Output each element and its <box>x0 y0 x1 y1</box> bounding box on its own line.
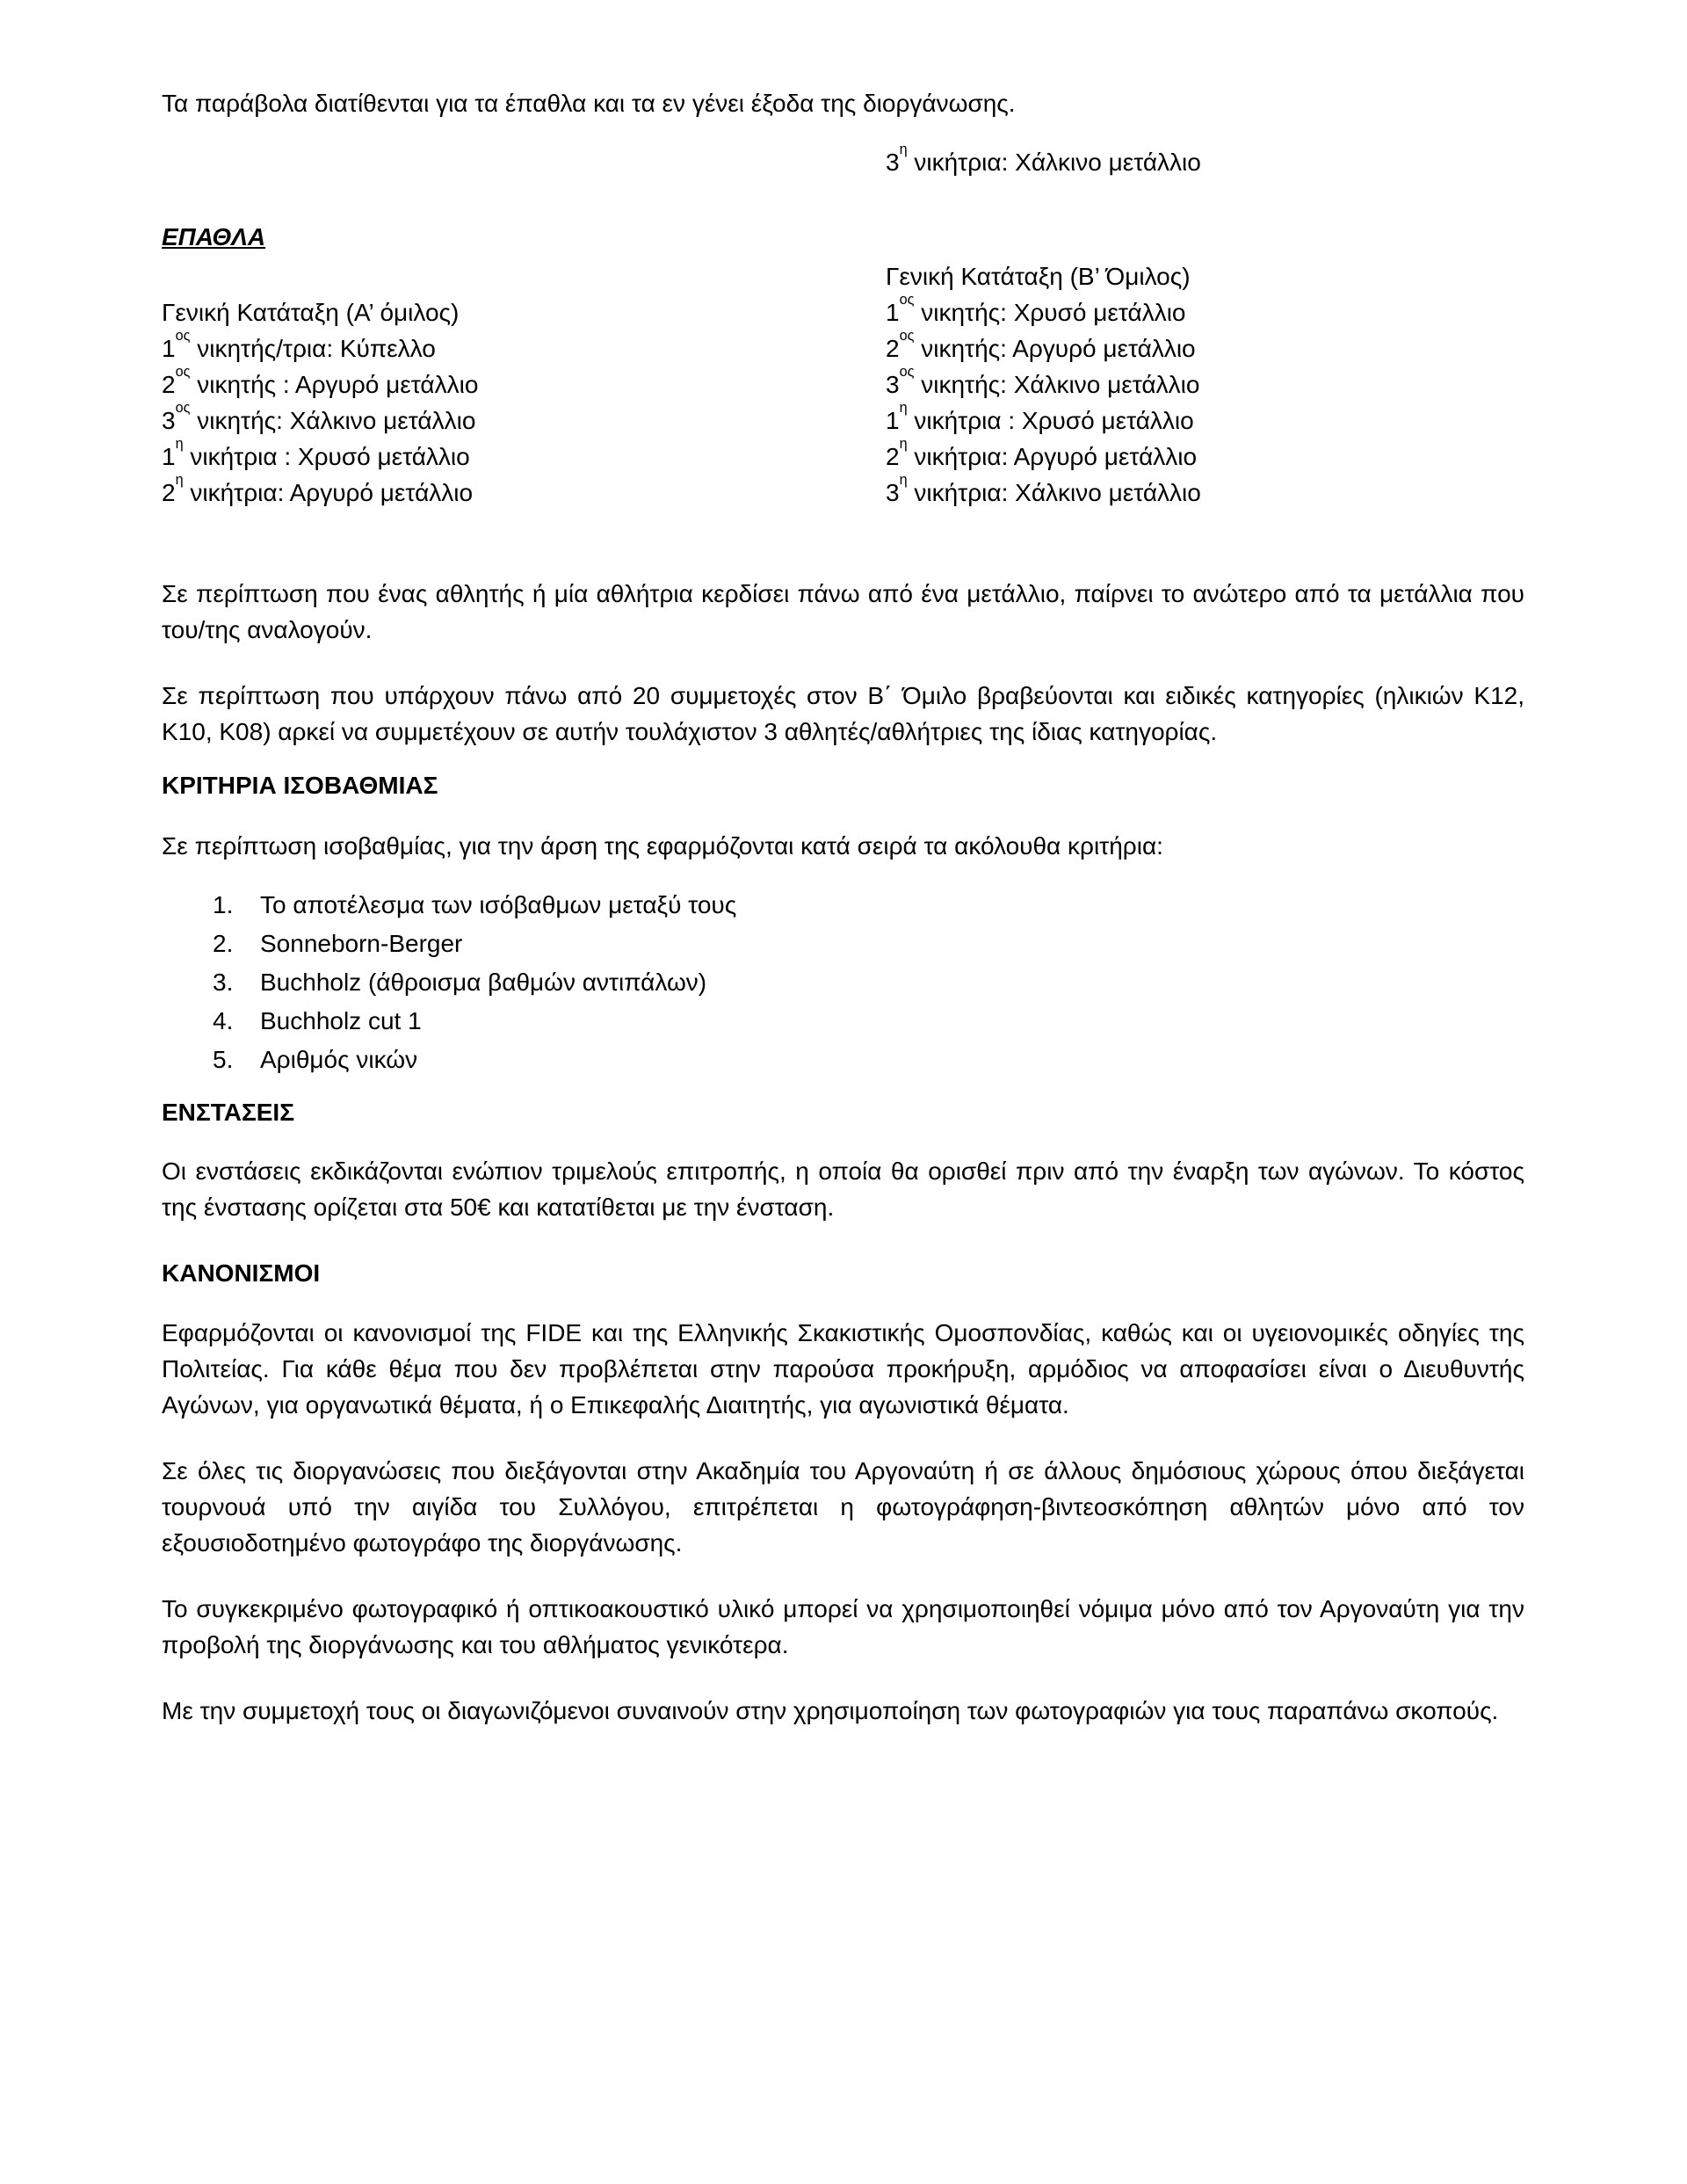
list-item-text: Αριθμός νικών <box>260 1046 418 1073</box>
rules-paragraph-1: Εφαρμόζονται οι κανονισμοί της FIDE και της Ελληνικής Σκακιστικής Ομοσπονδίας, καθώς και οι υγειονομικές οδηγίες της Πολιτείας. Για κάθε θέμα που δεν προβλέπεται στην παρούσα προκήρυξη, αρμόδιος να αποφασίσει είναι ο Διευθυντής Αγώνων, για οργανωτικά θέματα, ή ο Επικεφαλής Διαιτητής, για αγωνιστικά θέματα. <box>162 1319 1524 1419</box>
list-item-number: 3. <box>213 969 234 996</box>
awards-column-b-header: Γενική Κατάταξη (Β’ Όμιλος) <box>886 263 1191 290</box>
rules-paragraph-2: Σε όλες τις διοργανώσεις που διεξάγονται στην Ακαδημία του Αργοναύτη ή σε άλλους δημόσιους χώρους όπου διεξάγεται τουρνουά υπό την αιγίδα του Συλλόγου, επιτρέπεται η φωτογράφηση-βιντεοσκόπηση αθλητών μόνο από τον εξουσιοδοτημένο φωτογράφο της διοργάνωσης. <box>162 1457 1524 1556</box>
award-text: νικητής: Χάλκινο μετάλλιο <box>914 371 1200 398</box>
award-text: νικητής/τρια: Κύπελλο <box>190 335 436 362</box>
award-line <box>886 291 1524 330</box>
rules-paragraph-4: Με την συμμετοχή τους οι διαγωνιζόμενοι συναινούν στην χρησιμοποίηση των φωτογραφιών για τους παραπάνω σκοπούς. <box>162 1697 1499 1724</box>
award-ordinal: 1 <box>886 299 900 326</box>
special-categories-paragraph: Σε περίπτωση που υπάρχουν πάνω από 20 συμμετοχές στον Β΄ Όμιλο βραβεύονται και ειδικές κατηγορίες (ηλικιών Κ12, Κ10, Κ08) αρκεί να συμμετέχουν σε αυτήν τουλάχιστον 3 αθλητές/αθλήτριες της ίδιας κατηγορίας. <box>162 682 1524 745</box>
award-ordinal-suffix: ος <box>899 291 915 308</box>
list-item <box>162 886 1524 925</box>
awards-columns <box>162 258 1524 511</box>
award-text: νικήτρια: Αργυρό μετάλλιο <box>907 443 1198 470</box>
award-ordinal: 3 <box>886 479 900 506</box>
award-text: νικήτρια: Χάλκινο μετάλλιο <box>907 479 1201 506</box>
list-item <box>162 1041 1524 1079</box>
list-item-text: Buchholz cut 1 <box>260 1007 422 1034</box>
award-ordinal-suffix: ος <box>175 399 191 416</box>
award-ordinal: 2 <box>886 335 900 362</box>
list-item <box>162 1002 1524 1041</box>
award-ordinal-suffix: η <box>899 471 908 488</box>
award-text: νικητής: Χρυσό μετάλλιο <box>914 299 1186 326</box>
list-item-text: Sonneborn-Berger <box>260 930 463 957</box>
award-ordinal: 3 <box>886 149 900 176</box>
tiebreak-intro: Σε περίπτωση ισοβαθμίας, για την άρση της εφαρμόζονται κατά σειρά τα ακόλουθα κριτήρια: <box>162 832 1163 860</box>
intro-paragraph: Τα παράβολα διατίθενται για τα έπαθλα και τα εν γένει έξοδα της διοργάνωσης. <box>162 90 1016 117</box>
award-ordinal-suffix: ος <box>899 363 915 380</box>
award-ordinal: 3 <box>162 407 176 434</box>
award-text: νικήτρια : Χρυσό μετάλλιο <box>183 443 470 470</box>
list-item-number: 4. <box>213 1007 234 1034</box>
objections-heading: ΕΝΣΤΑΣΕΙΣ <box>162 1099 295 1126</box>
award-text: νικητής: Χάλκινο μετάλλιο <box>190 407 476 434</box>
award-ordinal-suffix: η <box>899 435 908 452</box>
award-text: νικητής: Αργυρό μετάλλιο <box>914 335 1196 362</box>
objections-paragraph: Οι ενστάσεις εκδικάζονται ενώπιον τριμελούς επιτροπής, η οποία θα ορισθεί πριν από την έναρξη των αγώνων. Το κόστος της ένστασης ορίζεται στα 50€ και κατατίθεται με την ένσταση. <box>162 1157 1524 1221</box>
award-line <box>162 327 886 366</box>
award-ordinal-suffix: η <box>175 471 184 488</box>
list-item-text: Το αποτέλεσμα των ισόβαθμων μεταξύ τους <box>260 891 737 918</box>
award-ordinal-suffix: η <box>899 141 908 157</box>
award-ordinal-suffix: ος <box>175 327 191 344</box>
award-line-orphan <box>886 141 1524 180</box>
awards-column-a <box>162 258 886 511</box>
award-text: νικήτρια: Χάλκινο μετάλλιο <box>907 149 1201 176</box>
awards-column-b <box>886 258 1524 511</box>
tiebreak-heading: ΚΡΙΤΗΡΙΑ ΙΣΟΒΑΘΜΙΑΣ <box>162 772 438 799</box>
award-ordinal: 2 <box>886 443 900 470</box>
award-text: νικητής : Αργυρό μετάλλιο <box>190 371 479 398</box>
award-ordinal: 3 <box>886 371 900 398</box>
award-text: νικήτρια : Χρυσό μετάλλιο <box>907 407 1194 434</box>
rules-heading: ΚΑΝΟΝΙΣΜΟΙ <box>162 1259 321 1287</box>
award-ordinal: 1 <box>162 335 176 362</box>
award-text: νικήτρια: Αργυρό μετάλλιο <box>183 479 474 506</box>
award-line <box>886 363 1524 403</box>
award-ordinal-suffix: ος <box>175 363 191 380</box>
award-line <box>886 435 1524 475</box>
award-line <box>886 471 1524 511</box>
list-item-number: 1. <box>213 891 234 918</box>
rules-paragraph-3: Το συγκεκριμένο φωτογραφικό ή οπτικοακουστικό υλικό μπορεί να χρησιμοποιηθεί νόμιμα μόνο από τον Αργοναύτη για την προβολή της διοργάνωσης και του αθλήματος γενικότερα. <box>162 1595 1524 1658</box>
awards-heading: ΕΠΑΘΛΑ <box>162 223 266 250</box>
award-ordinal: 2 <box>162 479 176 506</box>
award-ordinal-suffix: η <box>899 399 908 416</box>
award-ordinal: 1 <box>162 443 176 470</box>
award-line <box>162 471 886 511</box>
list-item-text: Buchholz (άθροισμα βαθμών αντιπάλων) <box>260 969 707 996</box>
award-ordinal-suffix: η <box>175 435 184 452</box>
award-line <box>886 399 1524 439</box>
list-item-number: 5. <box>213 1046 234 1073</box>
list-item <box>162 963 1524 1002</box>
award-ordinal-suffix: ος <box>899 327 915 344</box>
medal-paragraph: Σε περίπτωση που ένας αθλητής ή μία αθλήτρια κερδίσει πάνω από ένα μετάλλιο, παίρνει το ανώτερο από τα μετάλλια που του/της αναλογούν. <box>162 580 1524 643</box>
tiebreak-list <box>162 886 1524 1079</box>
list-item <box>162 925 1524 963</box>
award-line <box>162 435 886 475</box>
list-item-number: 2. <box>213 930 234 957</box>
award-line <box>162 399 886 439</box>
award-ordinal: 2 <box>162 371 176 398</box>
awards-column-a-header: Γενική Κατάταξη (Α’ όμιλος) <box>162 299 460 326</box>
award-line <box>162 363 886 403</box>
award-ordinal: 1 <box>886 407 900 434</box>
award-line <box>886 327 1524 366</box>
